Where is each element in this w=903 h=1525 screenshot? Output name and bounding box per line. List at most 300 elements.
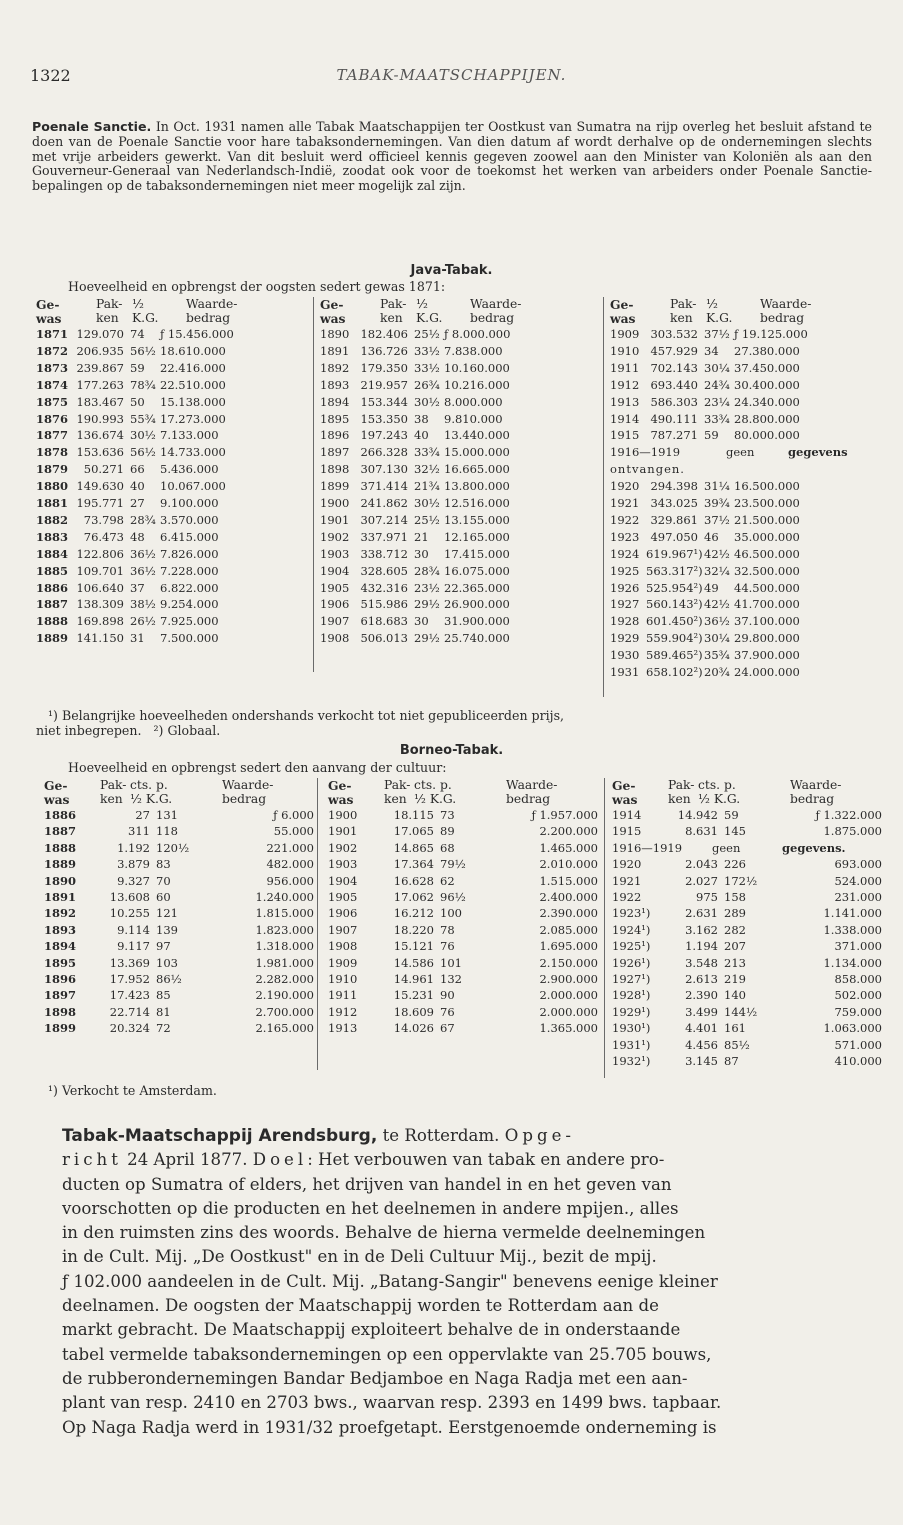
table-cell: 1928¹) [612,988,651,1003]
table-cell: 1.338.000 [823,922,882,937]
java-footnote-1-cont: niet inbegrepen. ²) Globaal. [36,723,221,738]
table-cell: 27.380.000 [734,343,800,358]
table-cell: 21¾ [414,479,440,494]
table-cell: 1881 [36,496,69,510]
table-cell: 145 [724,824,746,839]
table-cell: 2.400.000 [539,890,598,904]
table-cell: 2.390 [685,988,718,1003]
table-cell: 1903 [328,857,358,872]
table-cell: 282 [724,922,746,937]
table-cell: 35¾ [704,648,730,663]
table-cell: 338.712 [360,546,408,561]
table-cell: 12.516.000 [444,496,510,510]
table-cell: 10.255 [109,906,150,921]
table-cell: 1897 [44,988,77,1003]
table-cell: 144½ [724,1004,758,1019]
table-cell: 118 [156,824,178,839]
table-cell: 17.415.000 [444,546,510,561]
table-row [0,428,903,445]
table-row [0,988,903,1004]
column-header: was [44,792,70,807]
table-cell: 3.162 [685,922,718,937]
company-line-13: Op Naga Radja werd in 1931/32 proefgetapt. Eerstgenoemde onderneming is [62,1417,717,1437]
table-cell: 1884 [36,546,69,561]
column-header: bedrag [790,792,835,806]
table-cell: 16.665.000 [444,462,510,477]
column-header: Ge- [610,297,634,312]
table-cell: 2.085.000 [539,922,598,937]
table-cell: 30½ [130,428,156,443]
table-cell: 1911 [610,360,640,375]
gap-years: 1916—1919 [610,445,681,460]
table-cell: 1888 [44,840,77,855]
table-cell: 1.823.000 [255,922,314,937]
table-cell: 36½ [130,563,156,578]
table-cell: 183.467 [76,394,124,409]
table-row [0,327,903,344]
table-cell: 1.465.000 [539,840,598,855]
table-cell: 337.971 [360,529,408,544]
no-data-row [0,462,903,479]
table-cell: 1924¹) [612,922,651,937]
table-cell: 1907 [328,922,358,937]
table-cell: 28.800.000 [734,411,800,426]
table-cell: 59 [704,428,719,443]
table-cell: 120½ [156,840,190,855]
table-cell: 9.100.000 [160,496,219,510]
table-cell: 307.214 [360,512,408,527]
table-cell: 956.000 [266,873,314,888]
table-cell: 1906 [320,597,350,612]
table-cell: 1915 [610,428,640,443]
table-cell: 90 [440,988,455,1003]
table-row [0,361,903,378]
table-cell: 24.000.000 [734,665,800,679]
table-cell: 153.636 [76,445,124,460]
no-data-row [0,841,903,857]
table-cell: 231.000 [834,890,882,904]
company-line-11: de rubberondernemingen Bandar Bedjamboe en Naga Radja met een aan- [62,1368,688,1388]
table-cell: 18.609 [393,1004,434,1019]
table-cell: ƒ 8.000.000 [444,327,511,341]
table-cell: 525.954²) [646,580,703,595]
table-cell: 3.499 [685,1004,718,1019]
table-cell: 1915 [612,824,642,839]
table-row [0,665,903,682]
table-cell: 1898 [320,462,350,477]
table-cell: 153.344 [360,394,408,409]
table-cell: 1890 [320,327,350,341]
table-cell: 759.000 [834,1004,882,1019]
table-cell: 2.000.000 [539,988,598,1003]
intro-text: In Oct. 1931 namen alle Tabak Maatschappijen ter Oostkust van Sumatra na rijp overleg het besluit afstand te doen van de Poenale Sanctie voor hare tabaksondernemingen. Van dien datum af wordt derhalve op de ondernemingen slechts met vrije arbeiders gewerkt. Van dit besluit werd officieel kennis gegeven zoowel aan den Minister van Koloniën als aan den Gouverneur-Generaal van Nederlandsch-Indië, zoodat ook voor de toekomst het werken van arbeiders onder Poenale Sanctie-bepalingen op de tabaksondernemingen niet meer mogelijk zal zijn. [32,119,872,194]
page-header [30,66,873,90]
table-cell: 1896 [44,972,77,986]
table-cell: 50 [130,394,145,409]
table-cell: 515.986 [360,597,408,612]
table-cell: 239.867 [76,360,124,375]
table-cell: 37.100.000 [734,614,800,629]
table-cell: 172½ [724,873,758,888]
table-cell: 122.806 [76,546,124,561]
table-cell: 1901 [320,512,350,527]
table-cell: 30.400.000 [734,377,800,392]
table-cell: 1.695.000 [539,939,598,954]
table-cell: 563.317²) [646,563,703,578]
table-cell: 72 [156,1021,171,1036]
table-cell: 138.309 [76,597,124,612]
table-cell: 38 [414,411,429,426]
table-cell: 1930 [610,648,640,663]
table-cell: 1921 [610,496,640,510]
table-cell: 60 [156,890,171,904]
table-cell: 4.456 [685,1037,718,1052]
table-cell: 37.900.000 [734,648,800,663]
table-cell: 46.500.000 [734,546,800,561]
column-header: ken [384,792,407,806]
table-cell: 303.532 [650,327,698,341]
table-cell: 1.063.000 [823,1021,882,1036]
table-cell: 18.610.000 [160,343,226,358]
column-header: cts. p. [698,778,736,792]
table-cell: 101 [440,955,462,970]
table-cell: 18.115 [393,808,434,822]
table-cell: 7.838.000 [444,343,503,358]
table-cell: 1899 [320,479,350,494]
table-cell: 8.631 [685,824,718,839]
table-cell: 13.800.000 [444,479,510,494]
table-cell: 17.065 [393,824,434,839]
table-cell: 2.900.000 [539,972,598,986]
table-cell: 177.263 [76,377,124,392]
table-cell: 32½ [414,462,440,477]
table-cell: 4.401 [685,1021,718,1036]
table-cell: 80.000.000 [734,428,800,443]
table-cell: 40 [130,479,145,494]
table-cell: 497.050 [650,529,698,544]
table-cell: 74 [130,327,145,341]
column-header: ½ [416,297,428,311]
table-cell: 506.013 [360,631,408,646]
intro-lead: Poenale Sanctie. [32,119,152,134]
column-header: Waarde- [790,778,842,792]
table-cell: 1905 [328,890,358,904]
table-cell: 1925¹) [612,939,651,954]
table-cell: 2.043 [685,857,718,872]
table-cell: 32.500.000 [734,563,800,578]
company-name: Tabak-Maatschappij Arendsburg, [62,1126,378,1146]
table-cell: 371.414 [360,479,408,494]
table-cell: 42½ [704,597,730,612]
table-cell: 1872 [36,343,69,358]
table-row [0,412,903,429]
company-line-7: ƒ 102.000 aandeelen in de Cult. Mij. „Batang-Sangir" benevens eenige kleiner [62,1271,718,1291]
table-cell: 16.212 [393,906,434,921]
table-row [0,824,903,840]
table-cell: 16.628 [393,873,434,888]
table-cell: 1914 [612,808,642,822]
company-line-8: deelnamen. De oogsten der Maatschappij worden te Rotterdam aan de [62,1296,659,1316]
table-cell: 49 [704,580,719,595]
table-cell: 213 [724,955,746,970]
table-cell: 132 [440,972,462,986]
table-cell: 23½ [414,580,440,595]
table-cell: 106.640 [76,580,124,595]
table-cell: 28¾ [414,563,440,578]
table-row [0,808,903,824]
table-cell: 30 [414,546,429,561]
table-cell: 34 [704,343,719,358]
table-cell: 1902 [328,840,358,855]
table-cell: 1878 [36,445,69,460]
table-row [0,530,903,547]
table-row [0,1005,903,1021]
table-cell: 2.200.000 [539,824,598,839]
table-cell: 109.701 [76,563,124,578]
table-cell: 66 [130,462,145,477]
table-cell: 1925 [610,563,640,578]
table-cell: 1920 [612,857,642,872]
table-cell: 1922 [612,890,642,904]
column-divider [604,778,605,1078]
table-cell: 48 [130,529,145,544]
table-cell: 32¼ [704,563,730,578]
intro-paragraph [32,120,872,194]
table-cell: 1911 [328,988,358,1003]
table-cell: 3.570.000 [160,512,219,527]
table-cell: 1926¹) [612,955,651,970]
table-cell: 1908 [328,939,358,954]
column-header: ½ K.G. [698,792,741,806]
table-header-row [0,311,903,325]
table-cell: 83 [156,857,171,872]
table-cell: 25½ [414,327,440,341]
company-line-6: in de Cult. Mij. „De Oostkust" en in de Deli Cultuur Mij., bezit de mpij. [62,1247,657,1267]
table-cell: ƒ 1.322.000 [815,808,882,822]
table-cell: 1885 [36,563,69,578]
table-cell: 1930¹) [612,1021,651,1036]
table-cell: 8.000.000 [444,394,503,409]
table-cell: 22.510.000 [160,377,226,392]
table-cell: 14.026 [393,1021,434,1036]
table-cell: 1.365.000 [539,1021,598,1036]
table-cell: 15.138.000 [160,394,226,409]
company-line-4: voorschotten op die producten en het deelnemen in andere mpijen., alles [62,1198,679,1218]
table-cell: 139 [156,922,178,937]
borneo-title: Borneo-Tabak. [399,743,504,758]
table-row [0,597,903,614]
table-cell: 31 [130,631,145,646]
column-header: K.G. [416,311,443,325]
table-cell: 502.000 [834,988,882,1003]
table-cell: 1912 [328,1004,358,1019]
table-cell: 136.726 [360,343,408,358]
table-cell: 38½ [130,597,156,612]
table-cell: 76.473 [83,529,124,544]
table-header-row [0,792,903,806]
table-header-row [0,778,903,792]
table-cell: 371.000 [834,939,882,954]
column-header: Waarde- [470,297,522,311]
table-cell: 36½ [704,614,730,629]
column-header: was [328,792,354,807]
borneo-subtitle: Hoeveelheid en opbrengst sedert den aanvang der cultuur: [68,760,447,775]
table-cell: 131 [156,808,178,822]
table-cell: 7.500.000 [160,631,219,646]
table-cell: 16.500.000 [734,479,800,494]
table-cell: 13.369 [109,955,150,970]
table-cell: 2.282.000 [255,972,314,986]
table-cell: 14.586 [393,955,434,970]
table-cell: 1904 [328,873,358,888]
column-header: ½ [132,297,144,311]
table-cell: 1900 [320,496,350,510]
table-cell: ƒ 1.957.000 [531,808,598,822]
table-cell: 1.981.000 [255,955,314,970]
column-header: K.G. [706,311,733,325]
column-header: bedrag [470,311,515,325]
table-row [0,395,903,412]
table-cell: 21.500.000 [734,512,800,527]
table-cell: 3.879 [117,857,150,872]
table-cell: 1927¹) [612,972,651,986]
table-cell: 16.075.000 [444,563,510,578]
table-cell: 1912 [610,377,640,392]
table-cell: 10.067.000 [160,479,226,494]
table-cell: 1903 [320,546,350,561]
table-cell: 2.150.000 [539,955,598,970]
table-cell: 129.070 [76,327,124,341]
table-row [0,1021,903,1037]
table-row [0,648,903,665]
table-cell: 30¼ [704,631,730,646]
table-cell: 1909 [328,955,358,970]
table-cell: 35.000.000 [734,529,800,544]
borneo-footnote: ¹) Verkocht te Amsterdam. [48,1083,217,1098]
table-cell: 1898 [44,1004,77,1019]
table-cell: 40 [414,428,429,443]
table-cell: 81 [156,1004,171,1019]
gap-text: geen [726,445,755,460]
table-cell: 1920 [610,479,640,494]
table-cell: 67 [440,1021,455,1036]
table-cell: 1887 [36,597,69,612]
table-cell: 702.143 [650,360,698,375]
table-row [0,906,903,922]
table-cell: 1876 [36,411,69,426]
table-cell: 1.192 [117,840,150,855]
table-cell: 15.231 [393,988,434,1003]
table-cell: 153.350 [360,411,408,426]
table-cell: 197.243 [360,428,408,443]
table-cell: 1923¹) [612,906,651,921]
table-cell: 2.390.000 [539,906,598,921]
table-cell: 1.815.000 [255,906,314,921]
table-cell: 73.798 [83,512,124,527]
table-row [0,890,903,906]
table-cell: 136.674 [76,428,124,443]
column-header: Waarde- [506,778,558,792]
column-header: Waarde- [222,778,274,792]
table-row [0,564,903,581]
table-cell: 1895 [320,411,350,426]
table-cell: 141.150 [76,631,124,646]
column-divider [313,297,314,672]
table-cell: 18.220 [393,922,434,937]
table-cell: 9.810.000 [444,411,503,426]
table-cell: 20.324 [109,1021,150,1036]
company-paragraph [62,1124,874,1440]
table-cell: 9.327 [117,873,150,888]
table-cell: 85½ [724,1037,750,1052]
table-cell: 17.062 [393,890,434,904]
table-cell: 2.165.000 [255,1021,314,1036]
table-cell: 3.145 [685,1054,718,1068]
table-cell: 182.406 [360,327,408,341]
table-row [0,378,903,395]
table-cell: 12.165.000 [444,529,510,544]
table-cell: 601.450²) [646,614,703,629]
table-cell: 6.415.000 [160,529,219,544]
gap-text: gegevens [788,445,848,460]
table-cell: ƒ 15.456.000 [160,327,234,341]
table-cell: 1899 [44,1021,77,1036]
table-cell: 9.114 [117,922,150,937]
running-title: TABAK-MAATSCHAPPIJEN. [336,66,567,84]
table-cell: 73 [440,808,455,822]
column-header: Pak- [96,297,123,311]
table-cell: 618.683 [360,614,408,629]
column-header: Ge- [36,297,60,312]
table-cell: 2.000.000 [539,1004,598,1019]
table-row [0,631,903,648]
table-cell: 179.350 [360,360,408,375]
table-cell: 190.993 [76,411,124,426]
table-cell: 432.316 [360,580,408,595]
table-cell: 100 [440,906,462,921]
table-row [0,874,903,890]
table-cell: 56½ [130,343,156,358]
table-row [0,581,903,598]
table-cell: 1904 [320,563,350,578]
table-cell: 7.133.000 [160,428,219,443]
table-row [0,1054,903,1070]
table-cell: 586.303 [650,394,698,409]
column-header: ½ [706,297,718,311]
table-cell: 96½ [440,890,466,904]
column-header: Ge- [320,297,344,312]
table-cell: 15.000.000 [444,445,510,460]
table-cell: 37½ [704,512,730,527]
table-cell: 329.861 [650,512,698,527]
table-cell: 560.143²) [646,597,703,612]
table-cell: 524.000 [834,873,882,888]
table-cell: 89 [440,824,455,839]
table-cell: 33¾ [704,411,730,426]
table-cell: 1880 [36,479,69,494]
table-cell: 50.271 [83,462,124,477]
table-cell: 1931 [610,665,640,679]
table-cell: 1886 [44,808,77,822]
page-number: 1322 [30,66,71,85]
column-header: Pak- [384,778,411,792]
table-cell: 59 [724,808,739,822]
table-cell: 44.500.000 [734,580,800,595]
table-cell: 30½ [414,394,440,409]
table-cell: 490.111 [650,411,698,426]
column-header: ½ K.G. [414,792,457,806]
column-divider [317,778,318,1070]
